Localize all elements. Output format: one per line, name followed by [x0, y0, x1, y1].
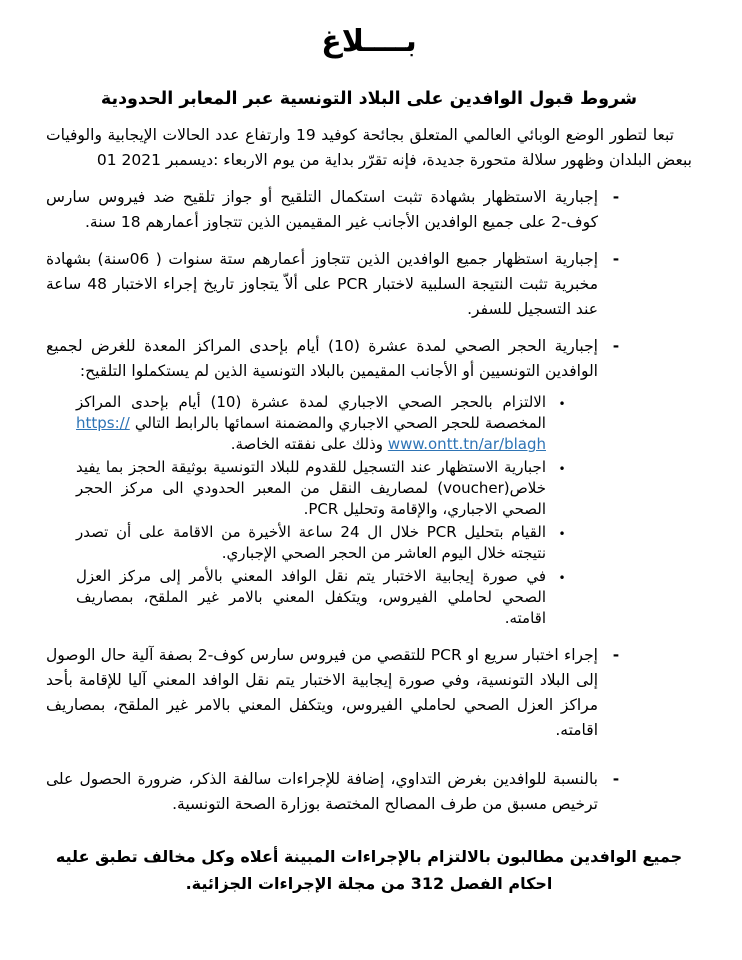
sub-bullet-text: القيام بتحليل PCR خلال ال 24 ساعة الأخيرة من الاقامة على أن تصدر نتيجته خلال اليوم العاشر من الحجر الصحي الإجباري.	[76, 523, 546, 562]
bullet-vaccination-certificate	[46, 185, 622, 235]
dot-bullet-icon: •	[558, 397, 566, 411]
bullet-text: إجبارية الاستظهار بشهادة تثبت استكمال التلقيح أو جواز تلقيح ضد فيروس سارس كوف-2 على جميع الوافدين الأجانب غير المقيمين الذين تتجاوز أعمارهم 18 سنة.	[46, 188, 598, 231]
bullet-mandatory-quarantine	[46, 334, 622, 384]
dash-bullet-icon: -	[612, 646, 620, 664]
intro-date: 01 ديسمبر 2021:	[96, 151, 219, 169]
dash-bullet-icon: -	[612, 250, 620, 268]
intro-paragraph	[46, 123, 692, 173]
quarantine-sublist	[46, 392, 692, 629]
dash-bullet-icon: -	[612, 337, 620, 355]
intro-text: تبعا لتطور الوضع الوبائي العالمي المتعلق بجائحة كوفيد 19 وارتفاع عدد الحالات الإيجابية والوفيات ببعض البلدان وظهور سلالة متحورة جديدة، فإنه تقرّر بداية من يوم الاربعاء	[46, 126, 692, 169]
sub-bullet-text	[76, 392, 546, 455]
bullet-text: إجبارية الحجر الصحي لمدة عشرة (10) أيام بإحدى المراكز المعدة للغرض لجميع الوافدين التونسيين أو الأجانب المقيمين بالبلاد التونسية الذين لم يستكملوا التلقيح:	[46, 337, 598, 380]
bullet-medical-treatment-entrants	[46, 767, 622, 817]
dash-bullet-icon: -	[612, 770, 620, 788]
sub-bullet-quarantine-commitment	[76, 392, 567, 455]
sub-bullet-text: في صورة إيجابية الاختبار يتم نقل الوافد المعني بالأمر إلى مركز العزل الصحي لحاملي الفيروس، ويتكفل المعني بالامر غير الملقح، بمصاريف اقامته.	[76, 567, 546, 627]
bullet-text: إجبارية استظهار جميع الوافدين الذين تتجاوز أعمارهم ستة سنوات ( 06سنة) بشهادة مخبرية تثبت النتيجة السلبية لاختبار PCR على ألاّ يتجاوز تاريخ إجراء الاختبار 48 ساعة عند التسجيل للسفر.	[46, 250, 598, 318]
bullet-text: إجراء اختبار سريع او PCR للتقصي من فيروس سارس كوف-2 بصفة آلية حال الوصول إلى البلاد التونسية، وفي صورة إيجابية الاختبار يتم نقل الوافد المعني آليا للإقامة بأحد مراكز العزل الصحي لحاملي الفيروس، ويتكفل المعني بالامر غير الملقح، بمصاريف اقامته.	[46, 646, 598, 739]
dot-bullet-icon: •	[558, 527, 566, 541]
bullet-text: بالنسبة للوافدين بغرض التداوي، إضافة للإجراءات سالفة الذكر، ضرورة الحصول على ترخيص مسبق من طرف المصالح المختصة بوزارة الصحة التونسية.	[46, 770, 598, 813]
bullet-arrival-testing	[46, 643, 622, 743]
footer-warning: جميع الوافدين مطالبون بالالتزام بالإجراءات المبينة أعلاه وكل مخالف تطبق عليه احكام الفصل 312 من مجلة الإجراءات الجزائية.	[55, 847, 683, 893]
bullet-pcr-test-certificate	[46, 247, 622, 322]
dash-bullet-icon: -	[612, 188, 620, 206]
sub-bullet-positive-case-transfer	[76, 566, 567, 629]
sub-bullet-pcr-during-stay	[76, 522, 567, 564]
dot-bullet-icon: •	[558, 462, 566, 476]
page-title: بــــلاغ	[321, 24, 417, 59]
quarantine-centers-link[interactable]: https://www.ontt.tn/ar/blagh	[76, 414, 546, 453]
dot-bullet-icon: •	[558, 571, 566, 585]
sub-bullet-text-before-link: الالتزام بالحجر الصحي الاجباري لمدة عشرة (10) أيام بإحدى المراكز المخصصة للحجر الصحي الاجباري والمضمنة اسمائها بالرابط التالي	[76, 393, 546, 432]
sub-bullet-text: اجبارية الاستظهار عند التسجيل للقدوم للبلاد التونسية بوثيقة الحجز بما يفيد خلاص(voucher) لمصاريف النقل من المعبر الحدودي الى مركز الحجر الصحي الاجباري، والإقامة وتحليل PCR.	[76, 458, 546, 518]
conditions-list	[46, 185, 692, 817]
sub-bullet-voucher	[76, 457, 567, 520]
sub-bullet-text-after-link: وذلك على نفقته الخاصة.	[230, 435, 384, 453]
document-subtitle: شروط قبول الوافدين على البلاد التونسية عبر المعابر الحدودية	[100, 89, 638, 109]
